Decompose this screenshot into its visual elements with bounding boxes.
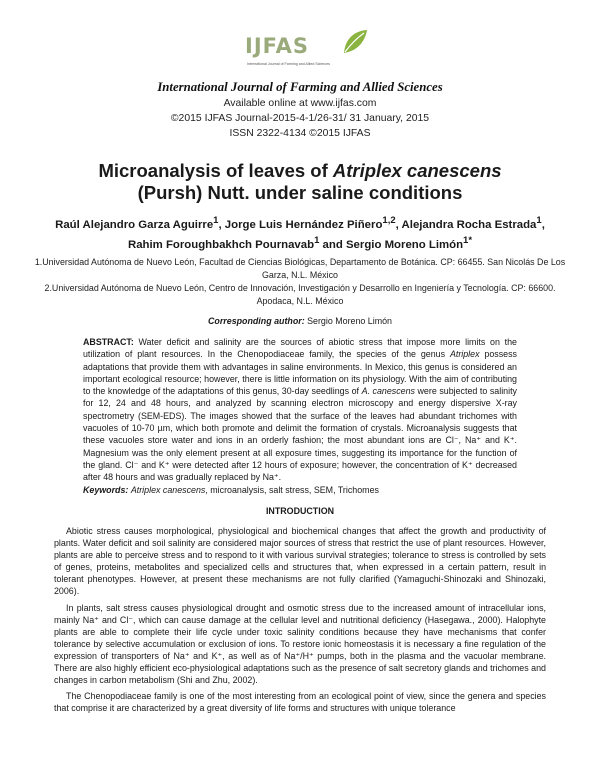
abstract-text: Water deficit and salinity are the sources of abiotic stress that impose more limits on the utilization of plant resources. In the Chenopodiaceae family, the species of the genus (83, 337, 517, 360)
abstract-label: ABSTRACT: (83, 337, 134, 347)
paper-title (60, 160, 540, 204)
abstract-italic: Atriplex (449, 349, 480, 360)
logo-text: IJFAS (245, 34, 309, 58)
keywords-label: Keywords: (83, 485, 129, 495)
abstract-text: were subjected to salinity for 12, 24 and 48 hours, and analyzed by scanning electron microscopy and energy dispersive X-ray spectrometry (SEM-EDS). The images showed that the surface of the leaves had abundant trichomes with vacuoles of 10-70 µm, which both promote and delimit the formation of crystals. Microanalysis suggests that these vacuoles store water and ions in an orderly fashion; the most abundant ions are Cl⁻, Na⁺ and K⁺. Magnesium was the only element present at all exposure times, suggesting its importance for the function of the gland. Cl⁻ and K⁺ were detected after 12 hours of exposure; however, the concentration of K⁺ decreased after 48 hours and was gradually replaced by Na⁺. (83, 386, 517, 483)
leaf-icon (341, 28, 369, 56)
author-name: Sergio Moreno Limón (345, 239, 464, 252)
journal-name: International Journal of Farming and Allied Sciences (157, 80, 443, 94)
issn-line: ISSN 2322-4134 ©2015 IJFAS (229, 128, 371, 139)
section-heading: INTRODUCTION (265, 506, 335, 516)
affiliation-2: 2.Universidad Autónoma de Nuevo León, Centro de Innovación, Investigación y Desarrollo en Ingeniería y Tecnología. CP: 66600. Apodaca, N.L. México (44, 283, 556, 306)
body-text (54, 525, 546, 714)
paragraph: The Chenopodiaceae family is one of the most interesting from an ecological point of view, since the genera and species that comprise it are characterized by a great diversity of life forms and structures with unique tolerance (54, 691, 546, 714)
author-sup: 1* (463, 235, 473, 247)
title-part1: Microanalysis of leaves of (98, 160, 333, 181)
author-sup: 1,2 (382, 215, 396, 226)
corresponding-author (0, 316, 600, 326)
author-sup: 1 (536, 215, 542, 226)
logo-subtitle: International Journal of Farming and Allied Sciences (247, 62, 330, 66)
abstract-italic: A. canescens (361, 386, 415, 397)
abstract (83, 336, 517, 484)
corresponding-name: Sergio Moreno Limón (307, 316, 392, 326)
author-name: Alejandra Rocha Estrada (401, 218, 537, 231)
author-name: Rahim Foroughbakhch Pournavab (127, 239, 315, 252)
title-part2: (Pursh) Nutt. under saline conditions (137, 182, 463, 203)
paragraph: In plants, salt stress causes physiological drought and osmotic stress due to the increased amount of intracellular ions, mainly Na⁺ and Cl⁻, which can cause damage at the cellular level and nutritional deficiency (Hasegawa., 2000). Halophyte plants are able to complete their life cycle under toxic salinity conditions because they have mechanisms that confer tolerance by selective accumulation or exclusion of ions. To restore ionic homeostasis it is necessary a fine regulation of the expression of transporters of Na⁺ and K⁺, as well as of Na⁺/H⁺ pumps, both in the plasma and the vacuolar membrane. There are also highly efficient eco-physiological adaptations such as the presence of salt secretory glands and trichomes and changes in carbon metabolism (Shi and Zhu, 2002). (54, 602, 546, 686)
corresponding-label: Corresponding author: (208, 316, 305, 326)
online-availability: Available online at www.ijfas.com (223, 98, 377, 109)
copyright-line: ©2015 IJFAS Journal-2015-4-1/26-31/ 31 January, 2015 (170, 113, 430, 124)
journal-logo (245, 28, 365, 76)
affiliation-1: 1.Universidad Autónoma de Nuevo León, Facultad de Ciencias Biológicas, Departamento de Botánica. CP: 66455. San Nicolás De Los Garza, N.L. México (34, 257, 566, 280)
paragraph: Abiotic stress causes morphological, physiological and biochemical changes that affect the growth and productivity of plants. Water deficit and soil salinity are considered major sources of stress that restrict the use of plant resources. However, plants are able to perceive stress and to respond to it with various survival strategies; tolerance to stress is controlled by sets of genes, proteins, metabolites and specialized cells and structures that, when expressed in a certain pattern, result in tolerant phenotypes. However, at present these mechanisms are not fully clarified (Yamaguchi-Shinozaki and Shinozaki, 2006). (54, 526, 546, 597)
title-species: Atriplex canescens (332, 160, 502, 181)
keywords (83, 485, 517, 495)
author-name: Jorge Luis Hernández Piñero (224, 218, 383, 231)
author-list: Raúl Alejandro Garza Aguirre$^1$, Jorge Luis Hernández Piñero$^{1,2}$, Alejandra Rocha Estrada$^1$, Rahim Foroughbakhch Pournavab$^1$ and Sergio Moreno Limón$^{1*}$ (55, 215, 545, 252)
author-sup: 1 (213, 215, 219, 226)
author-sup: 1 (314, 235, 320, 247)
keywords-rest: , microanalysis, salt stress, SEM, Trichomes (205, 485, 379, 495)
keyword-species: Atriplex canescens (130, 485, 206, 495)
abstract-text: possess adaptations that provide them with advantages in saline environments. In Mexico, this genus is considered an important ecological resource; however, there is little information on its physiology. With the aim of contributing to the knowledge of the adaptations of this genus, 30-day seedlings of (83, 349, 517, 397)
author-name: Raúl Alejandro Garza Aguirre (55, 218, 214, 231)
